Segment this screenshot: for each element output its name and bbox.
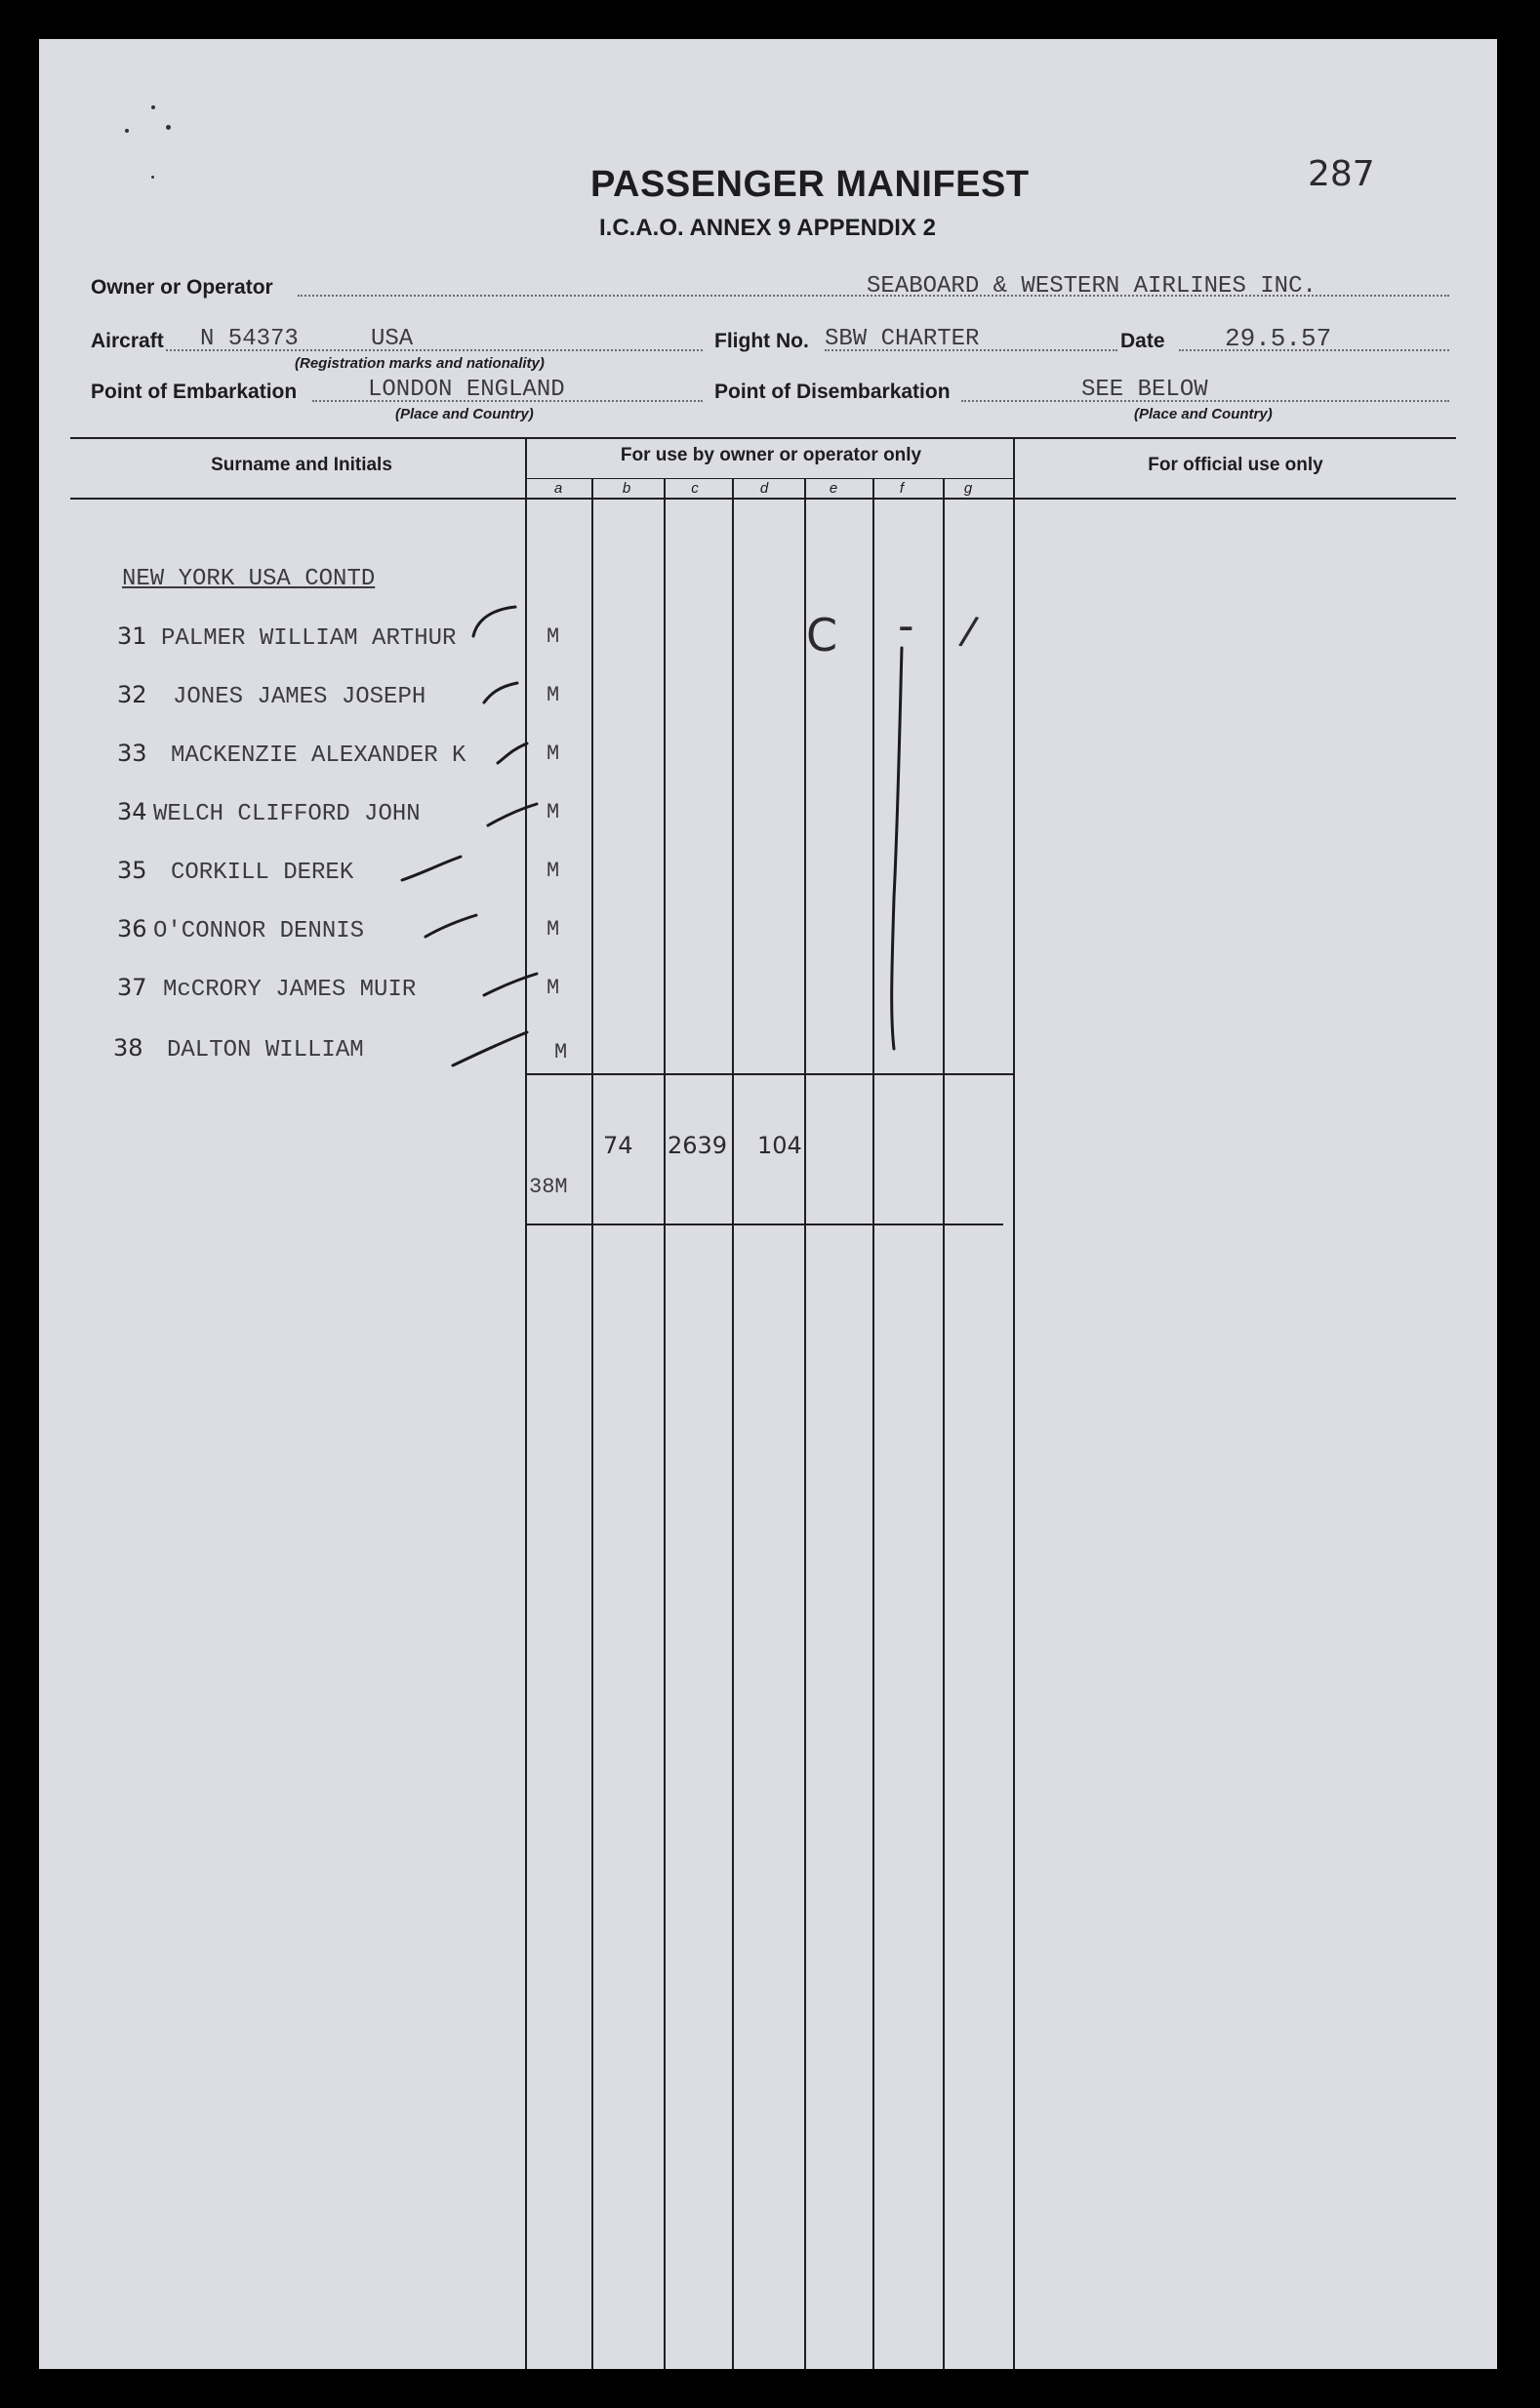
- tick-mark: [498, 743, 527, 763]
- disembarkation-label: Point of Disembarkation: [714, 381, 951, 403]
- tick-mark: [484, 683, 517, 702]
- date-label: Date: [1120, 330, 1165, 352]
- flight-label: Flight No.: [714, 330, 809, 352]
- page-number: 287: [1308, 154, 1375, 194]
- embarkation-note: (Place and Country): [395, 406, 534, 422]
- embarkation-value: LONDON ENGLAND: [368, 377, 565, 403]
- aircraft-label: Aircraft: [91, 330, 164, 352]
- tick-mark: [453, 1032, 527, 1065]
- passenger-sex: M: [547, 683, 560, 707]
- passenger-sex: M: [547, 800, 560, 824]
- bracket-stroke: [892, 648, 902, 1049]
- tick-mark: [488, 804, 537, 825]
- column-letter-a: a: [553, 480, 563, 497]
- passenger-number: 37: [117, 974, 147, 1001]
- tick-mark: [402, 857, 461, 880]
- passenger-number: 32: [117, 681, 147, 708]
- column-e-mark: C: [806, 609, 838, 662]
- disembarkation-value: SEE BELOW: [1081, 377, 1208, 403]
- passenger-name: JONES JAMES JOSEPH: [173, 684, 426, 710]
- passenger-sex: M: [547, 917, 560, 942]
- passenger-number: 33: [117, 740, 147, 767]
- column-letter-g: g: [963, 480, 973, 497]
- page-subtitle: I.C.A.O. ANNEX 9 APPENDIX 2: [599, 215, 936, 241]
- passenger-number: 38: [113, 1034, 143, 1062]
- column-letter-d: d: [759, 480, 769, 497]
- total-c: 2639: [668, 1132, 728, 1159]
- handwritten-ticks: [39, 39, 1497, 1210]
- passenger-name: McCRORY JAMES MUIR: [163, 977, 417, 1003]
- aircraft-registration: N 54373: [200, 326, 299, 352]
- column-letter-f: f: [899, 480, 905, 497]
- passenger-number: 35: [117, 857, 147, 884]
- total-d: 104: [757, 1132, 802, 1159]
- embarkation-label: Point of Embarkation: [91, 381, 298, 403]
- passenger-sex: M: [547, 976, 560, 1000]
- column-letter-e: e: [829, 480, 838, 497]
- official-use-header: For official use only: [1148, 455, 1323, 475]
- owner-use-header: For use by owner or operator only: [620, 445, 922, 465]
- registration-note: (Registration marks and nationality): [295, 355, 545, 372]
- passenger-name: PALMER WILLIAM ARTHUR: [161, 625, 457, 652]
- passenger-sex: M: [547, 859, 560, 883]
- aircraft-nationality: USA: [371, 326, 414, 352]
- page-title: PASSENGER MANIFEST: [590, 164, 1030, 205]
- passenger-name: MACKENZIE ALEXANDER K: [171, 742, 466, 769]
- tick-mark: [426, 915, 476, 937]
- total-a: 38M: [529, 1175, 568, 1199]
- passenger-sex: M: [547, 742, 560, 766]
- flight-value: SBW CHARTER: [825, 326, 980, 352]
- column-g-mark: /: [956, 608, 981, 655]
- passenger-name: O'CONNOR DENNIS: [153, 918, 365, 944]
- totals-bottom-rule: [525, 1224, 1003, 1225]
- owner-label: Owner or Operator: [91, 276, 273, 299]
- passenger-name: CORKILL DEREK: [171, 860, 354, 886]
- passenger-sex: M: [547, 624, 560, 649]
- column-f-mark: -: [898, 599, 914, 652]
- section-heading: NEW YORK USA CONTD: [122, 566, 376, 592]
- owner-value: SEABOARD & WESTERN AIRLINES INC.: [867, 273, 1317, 300]
- passenger-name: DALTON WILLIAM: [167, 1037, 364, 1064]
- column-letter-b: b: [622, 480, 631, 497]
- passenger-name: WELCH CLIFFORD JOHN: [153, 801, 421, 827]
- passenger-number: 34: [117, 798, 147, 825]
- manifest-page: [39, 39, 1497, 2369]
- column-letter-c: c: [691, 480, 699, 497]
- disembarkation-note: (Place and Country): [1134, 406, 1273, 422]
- tick-mark: [473, 607, 515, 636]
- surname-column-header: Surname and Initials: [211, 455, 392, 475]
- passenger-number: 31: [117, 622, 147, 650]
- passenger-sex: M: [554, 1040, 568, 1064]
- tick-mark: [484, 974, 537, 995]
- passenger-number: 36: [117, 915, 147, 943]
- total-b: 74: [603, 1132, 633, 1159]
- date-value: 29.5.57: [1225, 324, 1332, 353]
